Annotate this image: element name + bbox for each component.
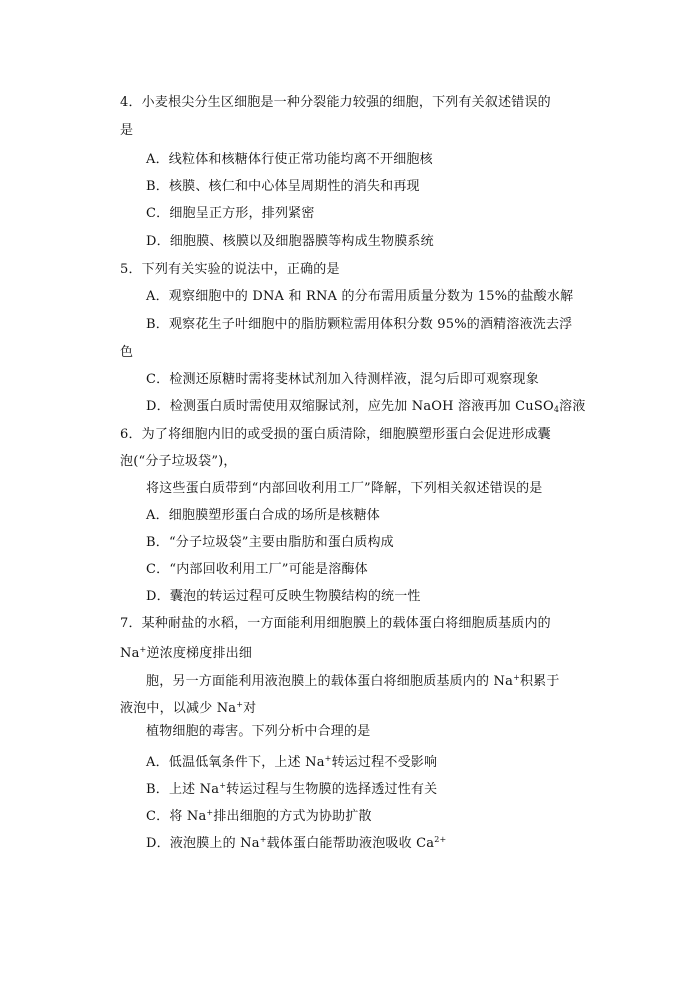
superscript-2plus: 2+ [434, 835, 447, 844]
question-5-option-d-text: D．检测蛋白质时需使用双缩脲试剂，应先加 NaOH 溶液再加 CuSO [146, 399, 554, 414]
question-7-stem-line-4 [120, 695, 256, 719]
question-7-option-c-text: C．将 Na [146, 809, 207, 824]
subscript-4: 4 [553, 405, 560, 414]
question-7-stem-line-1: 7．某种耐盐的水稻，一方面能利用细胞膜上的载体蛋白将细胞质基质内的 [120, 616, 551, 631]
question-7-option-a-text: A．低温低氧条件下，上述 Na [146, 755, 325, 770]
question-5-option-a: A．观察细胞中的 DNA 和 RNA 的分布需用质量分数为 15%的盐酸水解 [146, 289, 574, 304]
question-4-stem-line-2: 是 [120, 123, 134, 138]
question-7-option-d-text: D．液泡膜上的 Na [146, 836, 260, 851]
question-7-stem-line-3 [146, 668, 560, 692]
question-6-stem-line-1: 6．为了将细胞内旧的或受损的蛋白质清除，细胞膜塑形蛋白会促进形成囊 [120, 427, 551, 442]
question-7-stem-line-4-tail: 对 [243, 701, 257, 716]
question-7-stem-line-2-text: 逆浓度梯度排出细 [146, 646, 253, 661]
question-5-stem: 5．下列有关实验的说法中，正确的是 [120, 262, 340, 277]
question-7-stem-line-3-tail: 积累于 [519, 674, 560, 689]
question-7-option-c-tail: 排出细胞的方式为协助扩散 [213, 809, 372, 824]
question-7-stem-line-4-text: 液泡中，以减少 Na [120, 701, 237, 716]
superscript-plus: + [206, 808, 214, 817]
question-7-option-c [146, 803, 372, 827]
question-4-option-b: B．核膜、核仁和中心体呈周期性的消失和再现 [146, 179, 420, 194]
question-5-option-d-tail: 溶液 [559, 399, 586, 414]
question-5-option-c: C．检测还原糖时需将斐林试剂加入待测样液，混匀后即可观察现象 [146, 372, 539, 387]
question-7-stem-line-5: 植物细胞的毒害。下列分析中合理的是 [146, 724, 371, 739]
na-label: Na [120, 646, 140, 661]
question-7-stem-line-3-text: 胞，另一方面能利用液泡膜上的载体蛋白将细胞质基质内的 Na [146, 674, 514, 689]
question-7-option-b-text: B．上述 Na [146, 782, 220, 797]
superscript-plus: + [219, 781, 227, 790]
question-4-option-c: C．细胞呈正方形，排列紧密 [146, 206, 315, 221]
question-7-option-a-tail: 转运过程不受影响 [331, 755, 438, 770]
question-7-option-d-mid: 载体蛋白能帮助液泡吸收 Ca [266, 836, 435, 851]
question-6-option-a: A．细胞膜塑形蛋白合成的场所是核糖体 [146, 508, 380, 523]
question-7-option-d [146, 830, 446, 854]
question-4-stem-line-1: 4．小麦根尖分生区细胞是一种分裂能力较强的细胞，下列有关叙述错误的 [120, 95, 551, 110]
question-6-option-d: D．囊泡的转运过程可反映生物膜结构的统一性 [146, 589, 421, 604]
question-5-option-b-cont: 色 [120, 345, 134, 360]
question-7-stem-line-2 [120, 640, 252, 664]
question-6-option-b: B．“分子垃圾袋”主要由脂肪和蛋白质构成 [146, 535, 394, 550]
question-5-option-d [146, 397, 586, 420]
superscript-plus: + [139, 645, 147, 654]
question-4-option-a: A．线粒体和核糖体行使正常功能均离不开细胞核 [146, 152, 433, 167]
question-6-stem-line-3: 将这些蛋白质带到“内部回收利用工厂”降解，下列相关叙述错误的是 [146, 481, 543, 496]
question-6-option-c: C．“内部回收利用工厂”可能是溶酶体 [146, 562, 368, 577]
superscript-plus: + [236, 700, 244, 709]
question-6-stem-line-2: 泡(“分子垃圾袋”)， [120, 454, 237, 469]
superscript-plus: + [259, 835, 267, 844]
question-7-option-b-tail: 转运过程与生物膜的选择透过性有关 [226, 782, 438, 797]
question-7-option-b [146, 776, 437, 800]
superscript-plus: + [324, 754, 332, 763]
question-4-option-d: D．细胞膜、核膜以及细胞器膜等构成生物膜系统 [146, 234, 434, 249]
superscript-plus: + [513, 673, 520, 682]
question-5-option-b: B．观察花生子叶细胞中的脂肪颗粒需用体积分数 95%的酒精溶液洗去浮 [146, 317, 573, 332]
question-7-option-a [146, 749, 437, 773]
